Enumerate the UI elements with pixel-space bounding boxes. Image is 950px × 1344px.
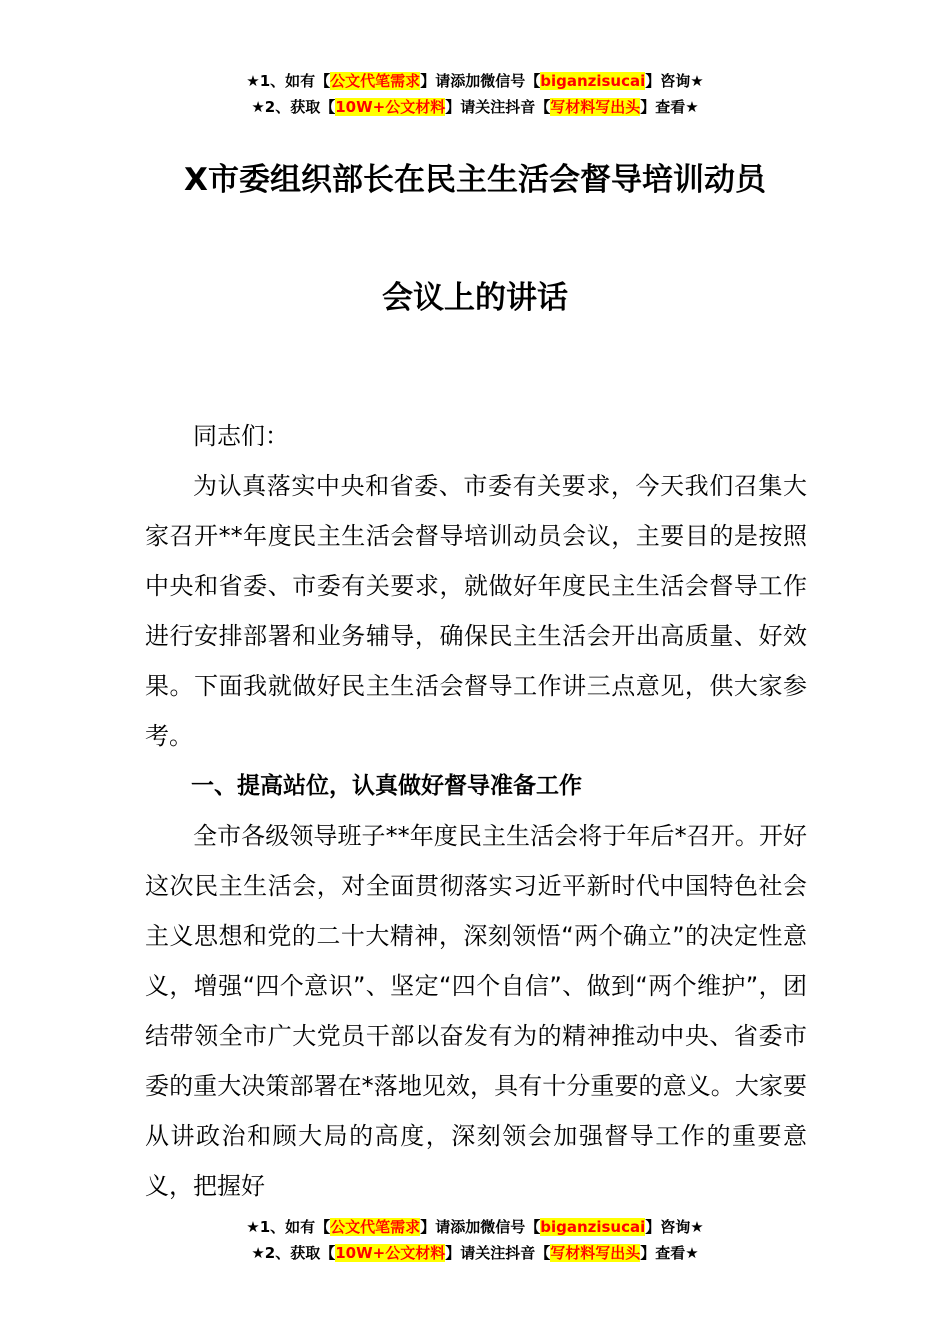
banner-highlight: 10W+公文材料 — [335, 1244, 446, 1262]
salutation: 同志们： — [193, 422, 289, 450]
document-title-line-1: X市委组织部长在民主生活会督导培训动员 — [184, 162, 766, 198]
banner-highlight: 写材料写出头 — [550, 98, 641, 116]
banner-text: 】请关注抖音【 — [445, 98, 551, 116]
banner-text: ★1、如有【 — [246, 72, 331, 90]
footer-banner — [0, 1214, 950, 1266]
banner-text: ★1、如有【 — [246, 1218, 331, 1236]
header-banner — [0, 68, 950, 120]
paragraph: 为认真落实中央和省委、市委有关要求，今天我们召集大家召开**年度民主生活会督导培训动员会议，主要目的是按照中央和省委、市委有关要求，就做好年度民主生活会督导工作进行安排部署和业务辅导，确保民主生活会开出高质量、好效果。下面我就做好民主生活会督导工作讲三点意见，供大家参考。 — [145, 472, 807, 750]
banner-highlight: 10W+公文材料 — [335, 98, 446, 116]
banner-highlight: biganzisucai — [540, 1218, 646, 1236]
banner-text: 】请关注抖音【 — [445, 1244, 551, 1262]
banner-text: ★2、获取【 — [251, 1244, 336, 1262]
banner-highlight: 公文代笔需求 — [330, 72, 421, 90]
banner-text: ★2、获取【 — [251, 98, 336, 116]
paragraph: 全市各级领导班子**年度民主生活会将于年后*召开。开好这次民主生活会，对全面贯彻落实习近平新时代中国特色社会主义思想和党的二十大精神，深刻领悟“两个确立”的决定性意义，增强“四个意识”、坚定“四个自信”、做到“两个维护”，团结带领全市广大党员干部以奋发有为的精神推动中央、省委市委的重大决策部署在*落地见效，具有十分重要的意义。大家要从讲政治和顾大局的高度，深刻领会加强督导工作的重要意义，把握好 — [145, 822, 807, 1200]
banner-line-2 — [0, 94, 950, 120]
document-body — [145, 411, 807, 1211]
banner-line-1 — [0, 68, 950, 94]
banner-highlight: biganzisucai — [540, 72, 646, 90]
banner-highlight: 写材料写出头 — [550, 1244, 641, 1262]
banner-text: 】查看★ — [640, 1244, 699, 1262]
banner-highlight: 公文代笔需求 — [330, 1218, 421, 1236]
banner-text: 】查看★ — [640, 98, 699, 116]
banner-text: 】请添加微信号【 — [420, 72, 541, 90]
section-heading: 一、提高站位，认真做好督导准备工作 — [191, 773, 582, 799]
banner-text: 】请添加微信号【 — [420, 1218, 541, 1236]
banner-text: 】咨询★ — [645, 72, 704, 90]
banner-line-1 — [0, 1214, 950, 1240]
banner-text: 】咨询★ — [645, 1218, 704, 1236]
banner-line-2 — [0, 1240, 950, 1266]
document-title-line-2: 会议上的讲话 — [382, 280, 568, 316]
